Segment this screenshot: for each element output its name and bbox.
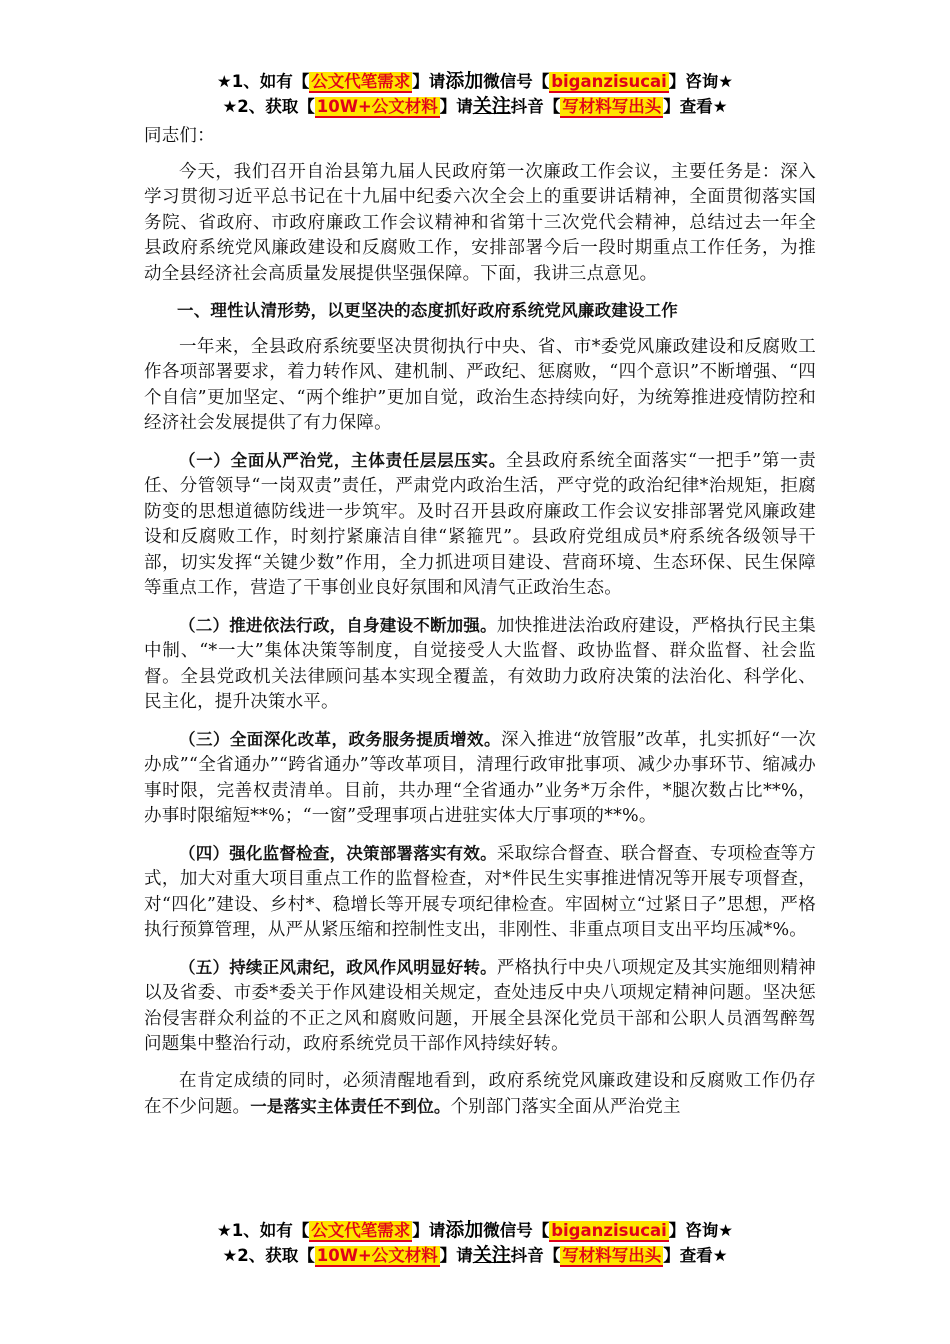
promo-text: 】请	[439, 97, 473, 116]
promo-line-2	[0, 94, 950, 119]
item-body: 加快推进法治政府建设，严格执行民主集中制、“*一大”集体决策等制度，自觉接受人大监督、政协监督、群众监督、社会监督。全县党政机关法律顾问基本实现全覆盖，有效助力政府决策的法治化、科学化、民主化，提升决策水平。	[144, 615, 816, 712]
item-paragraph-2	[144, 613, 816, 716]
closing-paragraph	[144, 1069, 816, 1121]
promo-text: 】请	[412, 72, 446, 91]
item-body: 严格执行中央八项规定及其实施细则精神以及省委、市委*委关于作风建设相关规定，查处违反中央八项规定精神问题。坚决惩治侵害群众利益的不正之风和腐败问题，开展全县深化党员干部和公职人员酒驾醉驾问题集中整治行动，政府系统党员干部作风持续好转。	[144, 957, 816, 1054]
promo-text: 】咨询★	[668, 1221, 734, 1240]
promo-text: 微信号【	[483, 72, 550, 91]
item-title: （一）全面从严治党，主体责任层层压实。	[179, 450, 506, 470]
promo-text: 抖音【	[510, 1246, 561, 1265]
promo-emphasis: 添加	[445, 1219, 484, 1241]
promo-text: 】查看★	[663, 97, 728, 116]
promo-highlight-wechat: biganzisucai	[551, 72, 667, 91]
intro-paragraph: 今天，我们召开自治县第九届人民政府第一次廉政工作会议，主要任务是：深入学习贯彻习近平总书记在十九届中纪委六次全会上的重要讲话精神，全面贯彻落实国务院、省政府、市政府廉政工作会议精神和省第十三次党代会精神，总结过去一年全县政府系统党风廉政建设和反腐败工作，安排部署今后一段时期重点工作任务，为推动全县经济社会高质量发展提供坚强保障。下面，我讲三点意见。	[144, 161, 816, 284]
item-paragraph-3	[144, 727, 816, 830]
item-paragraph-4	[144, 841, 816, 944]
section-heading: 一、理性认清形势，以更坚决的态度抓好政府系统党风廉政建设工作	[177, 301, 678, 320]
promo-highlight: 10W+公文材料	[316, 97, 438, 116]
promo-highlight: 10W+公文材料	[316, 1246, 438, 1265]
item-body: 采取综合督查、联合督查、专项检查等方式，加大对重大项目重点工作的监督检查，对*件民生实事推进情况等开展专项督查，对“四化”建设、乡村*、稳增长等开展专项纪律检查。牢固树立“过紧日子”思想，严格执行预算管理，从严从紧压缩和控制性支出，非刚性、非重点项目支出平均压减*%。	[144, 843, 816, 940]
promo-highlight: 公文代笔需求	[311, 1221, 411, 1240]
promo-highlight-wechat: biganzisucai	[551, 1221, 667, 1240]
item-paragraph-1	[144, 448, 816, 602]
promo-text: 】咨询★	[668, 72, 734, 91]
promo-highlight-douyin: 写材料写出头	[562, 97, 662, 116]
promo-banner-bottom	[0, 1218, 950, 1268]
promo-emphasis: 添加	[445, 70, 484, 92]
promo-text: 】请	[439, 1246, 473, 1265]
promo-line-1	[0, 1218, 950, 1243]
promo-emphasis: 关注	[472, 1244, 511, 1266]
promo-banner-top	[0, 69, 950, 119]
promo-line-2	[0, 1243, 950, 1268]
promo-text: ★2、获取【	[222, 97, 315, 116]
promo-text: 】请	[412, 1221, 446, 1240]
promo-highlight-douyin: 写材料写出头	[562, 1246, 662, 1265]
item-paragraph-5	[144, 955, 816, 1058]
document-body	[144, 124, 816, 1132]
item-body: 全县政府系统全面落实“一把手”第一责任、分管领导“一岗双责”责任，严肃党内政治生活，严守党的政治纪律*治规矩，拒腐防变的思想道德防线进一步筑牢。及时召开县政府廉政工作会议安排部署党风廉政建设和反腐败工作，时刻拧紧廉洁自律“紧箍咒”。县政府党组成员*府系统各级领导干部，切实发挥“关键少数”作用，全力抓进项目建设、营商环境、生态环保、民生保障等重点工作，营造了干事创业良好氛围和风清气正政治生态。	[144, 450, 816, 598]
closing-tail: 个别部门落实全面从严治党主	[450, 1097, 681, 1117]
promo-text: ★2、获取【	[222, 1246, 315, 1265]
promo-text: ★1、如有【	[216, 1221, 310, 1240]
promo-line-1	[0, 69, 950, 94]
item-title: （四）强化监督检查，决策部署落实有效。	[179, 843, 497, 863]
item-title: （三）全面深化改革，政务服务提质增效。	[179, 729, 501, 749]
item-body: 深入推进“放管服”改革，扎实抓好“一次办成”“全省通办”“跨省通办”等改革项目，清理行政审批事项、减少办事环节、缩减办事时限，完善权责清单。目前，共办理“全省通办”业务*万余件，*腿次数占比**%，办事时限缩短**%；“一窗”受理事项占进驻实体大厅事项的**%。	[144, 729, 816, 826]
promo-highlight: 公文代笔需求	[311, 72, 411, 91]
promo-text: 抖音【	[510, 97, 561, 116]
closing-text: 在肯定成绩的同时，必须清醒地看到，政府系统党风廉政建设和反腐败工作仍存在不少问题。	[144, 1070, 816, 1117]
section-intro-paragraph: 一年来，全县政府系统要坚决贯彻执行中央、省、市*委党风廉政建设和反腐败工作各项部署要求，着力转作风、建机制、严政纪、惩腐败，“四个意识”不断增强、“四个自信”更加坚定、“两个维护”更加自觉，政治生态持续向好，为统筹推进疫情防控和经济社会发展提供了有力保障。	[144, 336, 816, 433]
closing-emphasis: 一是落实主体责任不到位。	[250, 1097, 451, 1116]
item-title: （五）持续正风肃纪，政风作风明显好转。	[179, 957, 497, 977]
item-title: （二）推进依法行政，自身建设不断加强。	[179, 615, 497, 635]
promo-emphasis: 关注	[472, 95, 511, 117]
promo-text: 微信号【	[483, 1221, 550, 1240]
promo-text: 】查看★	[663, 1246, 728, 1265]
salutation: 同志们：	[144, 126, 215, 146]
promo-text: ★1、如有【	[216, 72, 310, 91]
